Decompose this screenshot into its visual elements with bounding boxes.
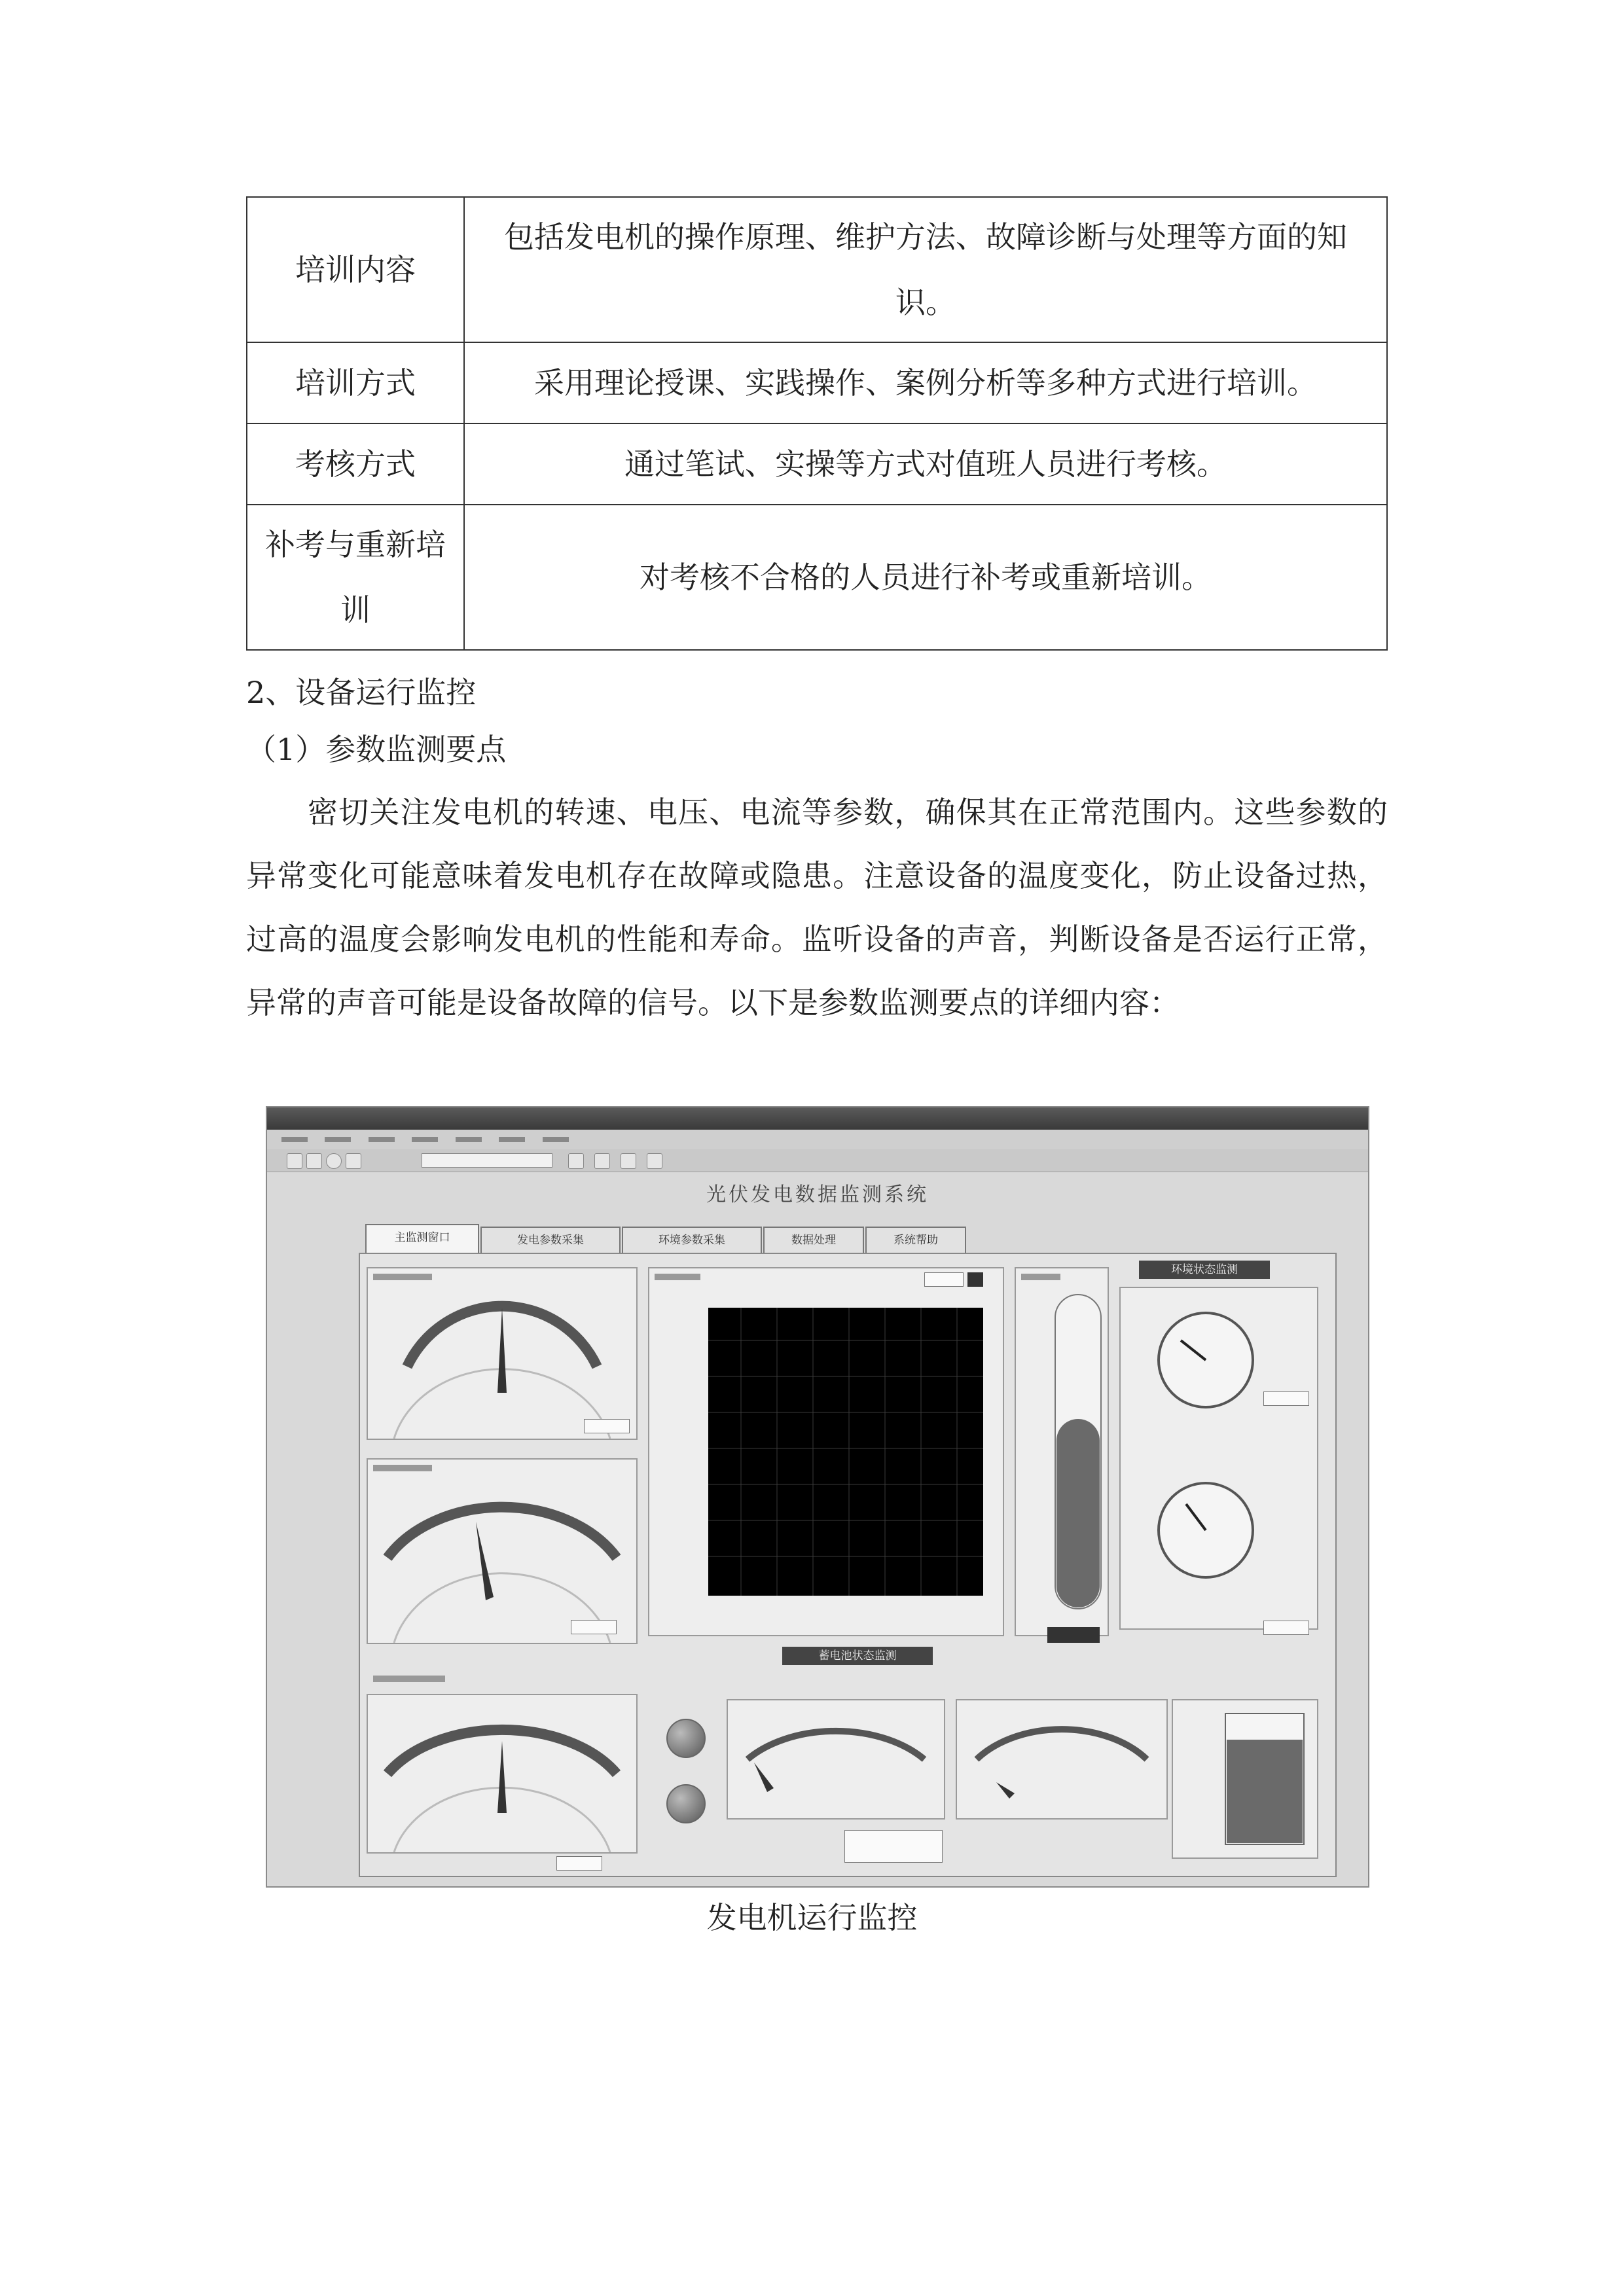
app-title: 光伏发电数据监测系统 [706, 1183, 929, 1206]
table-label-cell: 考核方式 [247, 423, 464, 505]
gauge-title [373, 1465, 432, 1471]
current-readout [571, 1620, 617, 1634]
chart-selector[interactable] [924, 1272, 964, 1287]
body-paragraph: 密切关注发电机的转速、电压、电流等参数，确保其在正常范围内。这些参数的异常变化可能意味着发电机存在故障或隐患。注意设备的温度变化，防止设备过热，过高的温度会影响发电机的性能和寿命。监听设备的声音，判断设备是否运行正常，异常的声音可能是设备故障的信号。以下是参数监测要点的详细内容： [246, 795, 1388, 1020]
table-content-cell: 对考核不合格的人员进行补考或重新培训。 [464, 505, 1387, 650]
voltage-gauge-icon [368, 1268, 636, 1439]
voltage-readout [584, 1419, 630, 1433]
power-readout [556, 1856, 602, 1871]
waveform-chart-box [648, 1267, 1004, 1636]
figure-caption: 发电机运行监控 [706, 1900, 918, 1935]
monitoring-screenshot [266, 1106, 1369, 1888]
resize-button[interactable] [621, 1153, 636, 1169]
battery-current-gauge-box [956, 1699, 1168, 1820]
battery-level-icon [1173, 1700, 1317, 1857]
env-gauges-box [1119, 1287, 1318, 1630]
tab-environment-params[interactable]: 环境参数采集 [622, 1227, 762, 1253]
voltage-gauge-box [367, 1267, 638, 1440]
chart-button[interactable] [967, 1272, 983, 1287]
table-row [247, 342, 1387, 423]
stop-button[interactable] [326, 1153, 342, 1169]
table-label-cell: 培训方式 [247, 342, 464, 423]
section-heading: 2、设备运行监控 [246, 675, 477, 710]
toolbar [267, 1149, 1368, 1172]
status-led-icon [666, 1784, 706, 1823]
timestamp-box [844, 1830, 943, 1863]
font-select[interactable] [422, 1153, 552, 1168]
battery-level-box [1172, 1699, 1318, 1859]
tab-data-processing[interactable]: 数据处理 [763, 1227, 864, 1253]
menu-item[interactable] [281, 1137, 308, 1142]
table-content-cell: 通过笔试、实操等方式对值班人员进行考核。 [464, 423, 1387, 505]
tab-system-help[interactable]: 系统帮助 [865, 1227, 966, 1253]
battery-section-label: 蓄电池状态监测 [782, 1647, 933, 1665]
window-titlebar [267, 1107, 1368, 1130]
menu-item[interactable] [499, 1137, 525, 1142]
menu-item[interactable] [456, 1137, 482, 1142]
thermometer-title [1021, 1274, 1060, 1280]
table-label-cell: 补考与重新培训 [247, 505, 464, 650]
status-led-icon [666, 1719, 706, 1758]
current-gauge-box [367, 1458, 638, 1644]
section-subheading: （1）参数监测要点 [246, 732, 507, 767]
pause-button[interactable] [346, 1153, 361, 1169]
tab-main-monitor[interactable]: 主监测窗口 [365, 1224, 479, 1254]
current-gauge-icon [368, 1460, 636, 1643]
table-row [247, 197, 1387, 342]
reorder-button[interactable] [647, 1153, 662, 1169]
menu-item[interactable] [412, 1137, 438, 1142]
dial-gauges-icon [1121, 1288, 1317, 1628]
align-button[interactable] [568, 1153, 584, 1169]
table-content-cell: 包括发电机的操作原理、维护方法、故障诊断与处理等方面的知识。 [464, 197, 1387, 342]
power-gauge-icon [368, 1695, 636, 1852]
gauge-title [373, 1676, 445, 1682]
chart-title [655, 1274, 700, 1280]
temperature-box [1015, 1267, 1109, 1636]
power-gauge-box [367, 1694, 638, 1854]
env-section-label: 环境状态监测 [1139, 1261, 1270, 1279]
battery-voltage-gauge-box [727, 1699, 945, 1820]
thermometer-icon [1016, 1268, 1108, 1635]
distribute-button[interactable] [594, 1153, 610, 1169]
table-label-cell: 培训内容 [247, 197, 464, 342]
menu-item[interactable] [543, 1137, 569, 1142]
menu-item[interactable] [369, 1137, 395, 1142]
thermometer-readout [1047, 1627, 1100, 1643]
menu-item[interactable] [325, 1137, 351, 1142]
tab-generation-params[interactable]: 发电参数采集 [480, 1227, 621, 1253]
main-panel [359, 1253, 1337, 1877]
waveform-chart [649, 1268, 1003, 1635]
menu-bar [267, 1130, 1368, 1149]
irradiance-readout [1263, 1621, 1309, 1635]
training-table [246, 196, 1388, 651]
battery-current-gauge-icon [957, 1700, 1166, 1818]
run-continuous-button[interactable] [306, 1153, 322, 1169]
table-content-cell: 采用理论授课、实践操作、案例分析等多种方式进行培训。 [464, 342, 1387, 423]
gauge-title [373, 1274, 432, 1280]
wind-readout [1263, 1391, 1309, 1406]
run-button[interactable] [287, 1153, 302, 1169]
table-row [247, 423, 1387, 505]
table-row [247, 505, 1387, 650]
battery-voltage-gauge-icon [728, 1700, 944, 1818]
